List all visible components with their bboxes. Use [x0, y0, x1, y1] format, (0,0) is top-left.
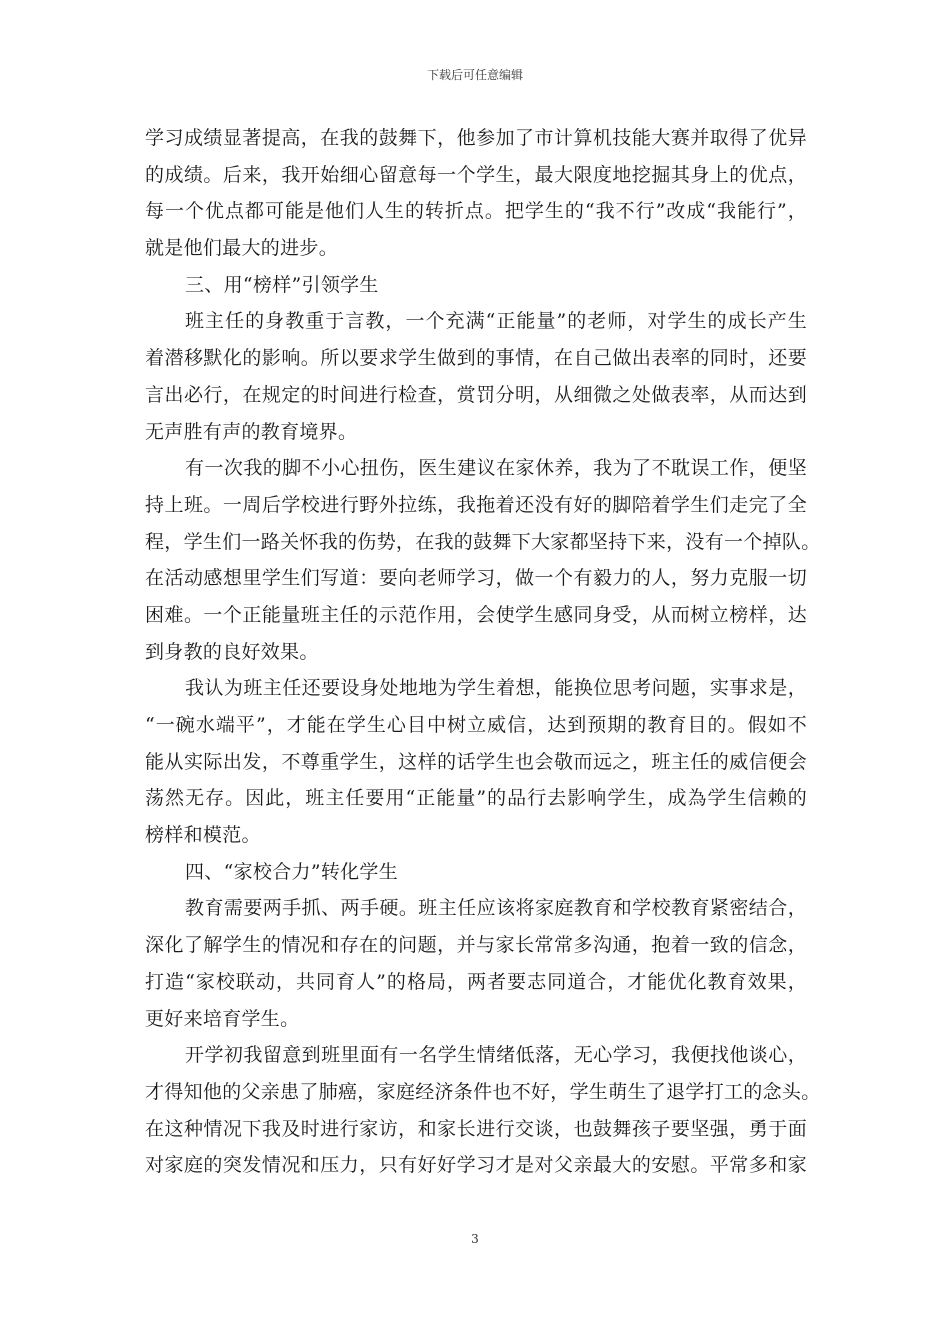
text-line: 言出必行，在规定的时间进行检查，赏罚分明，从细微之处做表率，从而达到: [145, 383, 807, 406]
text-line: 我认为班主任还要设身处地地为学生着想，能换位思考问题，实事求是，: [185, 677, 807, 700]
text-line: 在这种情况下我及时进行家访，和家长进行交谈，也鼓舞孩子要坚强，勇于面: [145, 1117, 807, 1140]
text-line: 能从实际出发，不尊重学生，这样的话学生也会敬而远之，班主任的威信便会: [145, 750, 807, 773]
text-line: 持上班。一周后学校进行野外拉练，我拖着还没有好的脚陪着学生们走完了全: [145, 493, 807, 516]
text-line: 四、“家校合力”转化学生: [185, 860, 399, 883]
text-line: 困难。一个正能量班主任的示范作用，会使学生感同身受，从而树立榜样，达: [145, 603, 807, 626]
text-line: 着潜移默化的影响。所以要求学生做到的事情，在自己做出表率的同时，还要: [145, 347, 807, 370]
text-line: 荡然无存。因此，班主任要用“正能量”的品行去影响学生，成為学生信赖的: [145, 787, 807, 810]
text-line: 才得知他的父亲患了肺癌，家庭经济条件也不好，学生萌生了退学打工的念头。: [145, 1080, 821, 1103]
text-line: 三、用“榜样”引领学生: [185, 273, 379, 296]
text-line: 就是他们最大的进步。: [145, 237, 339, 260]
page-number: 3: [471, 1232, 479, 1246]
text-line: 深化了解学生的情况和存在的问题，并与家长常常多沟通，抱着一致的信念，: [145, 934, 807, 957]
text-line: “一碗水端平”，才能在学生心目中树立威信，达到预期的教育目的。假如不: [145, 714, 807, 736]
text-line: 有一次我的脚不小心扭伤，医生建议在家休养，我为了不耽误工作，便坚: [185, 457, 807, 480]
text-line: 打造“家校联动，共同育人”的格局，两者要志同道合，才能优化教育效果，: [145, 970, 807, 993]
text-line: 开学初我留意到班里面有一名学生情绪低落，无心学习，我便找他谈心，: [185, 1044, 807, 1067]
text-line: 无声胜有声的教育境界。: [145, 420, 358, 443]
text-line: 每一个优点都可能是他们人生的转折点。把学生的“我不行”改成“我能行”，: [145, 200, 807, 223]
text-line: 对家庭的突发情况和压力，只有好好学习才是对父亲最大的安慰。平常多和家: [145, 1154, 807, 1177]
text-line: 更好来培育学生。: [145, 1007, 300, 1030]
text-line: 学习成绩显著提高，在我的鼓舞下，他参加了市计算机技能大赛并取得了优异: [145, 127, 807, 149]
text-line: 班主任的身教重于言教，一个充满“正能量”的老师，对学生的成长产生: [185, 310, 807, 333]
text-line: 榜样和模范。: [145, 824, 261, 847]
text-line: 在活动感想里学生们写道：要向老师学习，做一个有毅力的人，努力克服一切: [145, 567, 807, 590]
document-body: [145, 120, 821, 1184]
text-line: 的成绩。后来，我开始细心留意每一个学生，最大限度地挖掘其身上的优点，: [145, 163, 807, 186]
text-line: 教育需要两手抓、两手硬。班主任应该将家庭教育和学校教育紧密结合，: [185, 897, 807, 920]
page-header: 下载后可任意编辑: [426, 68, 523, 82]
text-line: 程，学生们一路关怀我的伤势，在我的鼓舞下大家都坚持下来，没有一个掉队。: [145, 530, 821, 553]
text-line: 到身教的良好效果。: [145, 640, 319, 663]
